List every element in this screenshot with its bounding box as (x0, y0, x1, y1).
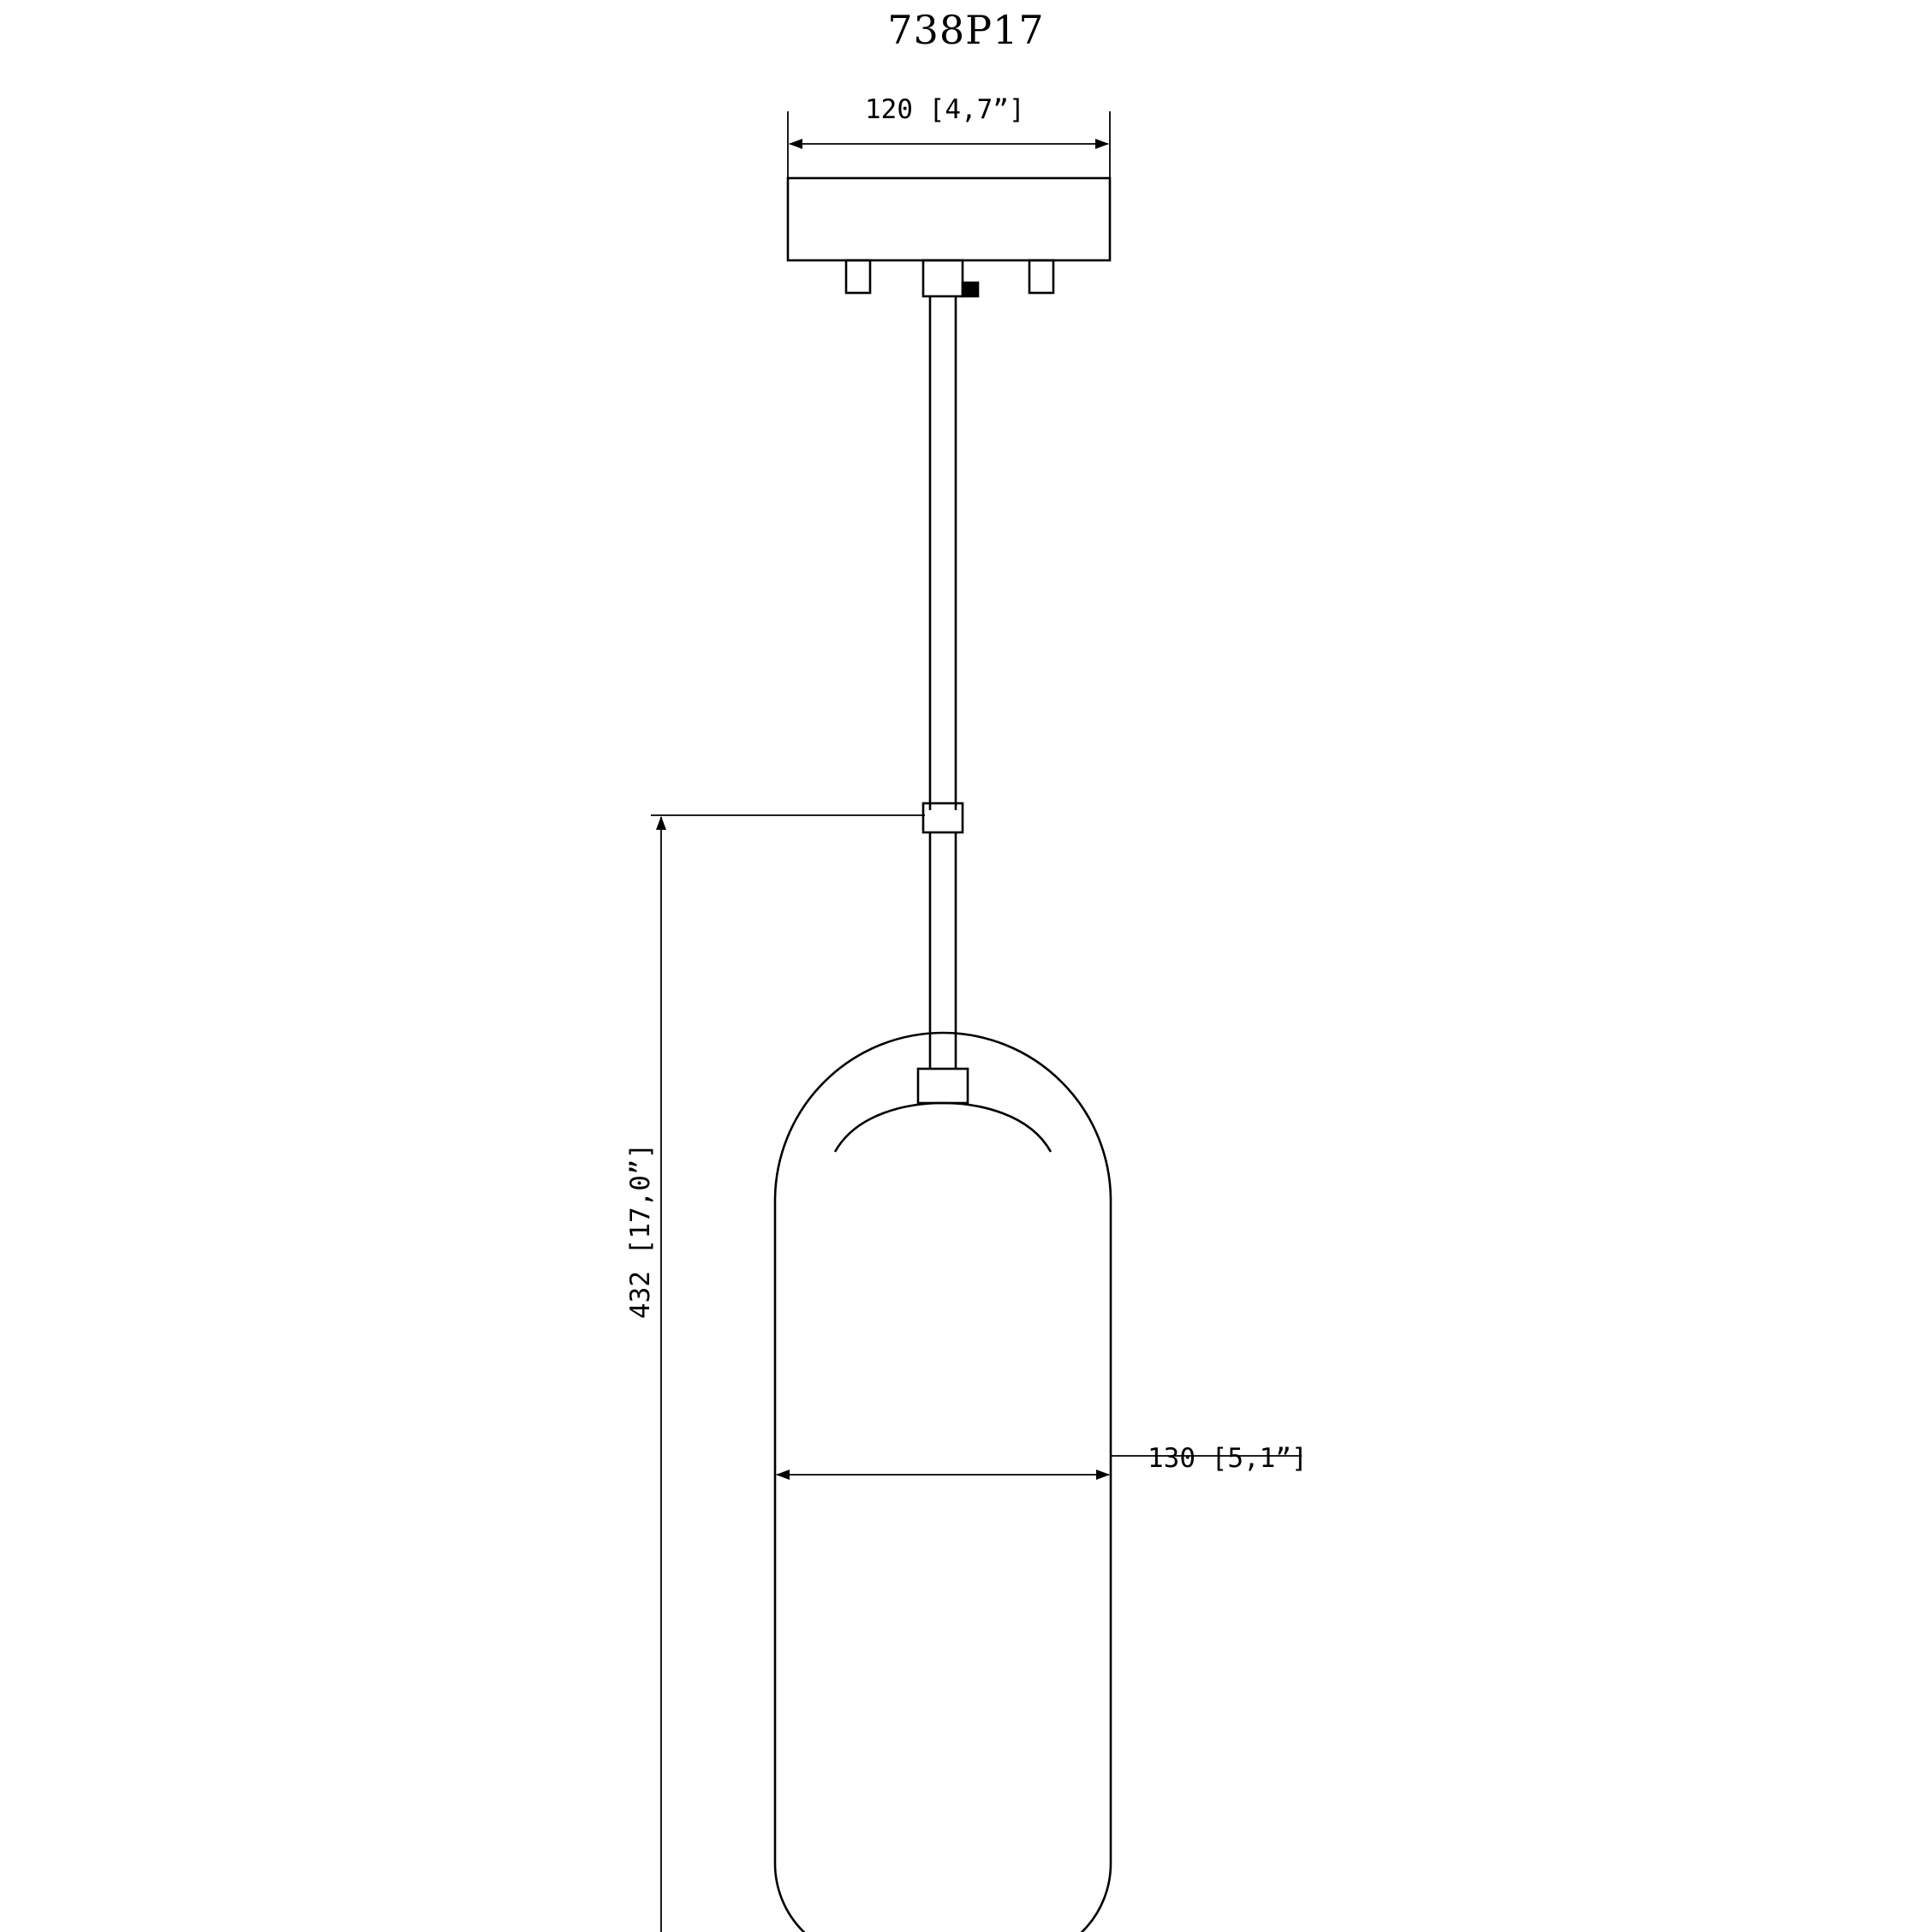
glass-shade-outline (775, 1033, 1111, 1932)
canopy-connector (923, 260, 963, 296)
dimension-label-shade-diameter: 130 [5,1”] (1148, 1443, 1308, 1474)
rod-collar-lower (918, 1069, 968, 1103)
canopy-screw-left (846, 260, 870, 293)
socket-cup (835, 1103, 1051, 1152)
dimension-label-overall-drop: 432 [17,0”] (625, 1142, 656, 1319)
canopy-set-screw (963, 283, 978, 296)
canopy-body (788, 178, 1110, 260)
dimension-label-canopy-width: 120 [4,7”] (865, 94, 1025, 125)
lamp-geometry (775, 178, 1111, 1932)
page-title: 738P17 (887, 7, 1045, 53)
canopy-screw-right (1029, 260, 1053, 293)
dimension-overall-drop (651, 815, 925, 1932)
